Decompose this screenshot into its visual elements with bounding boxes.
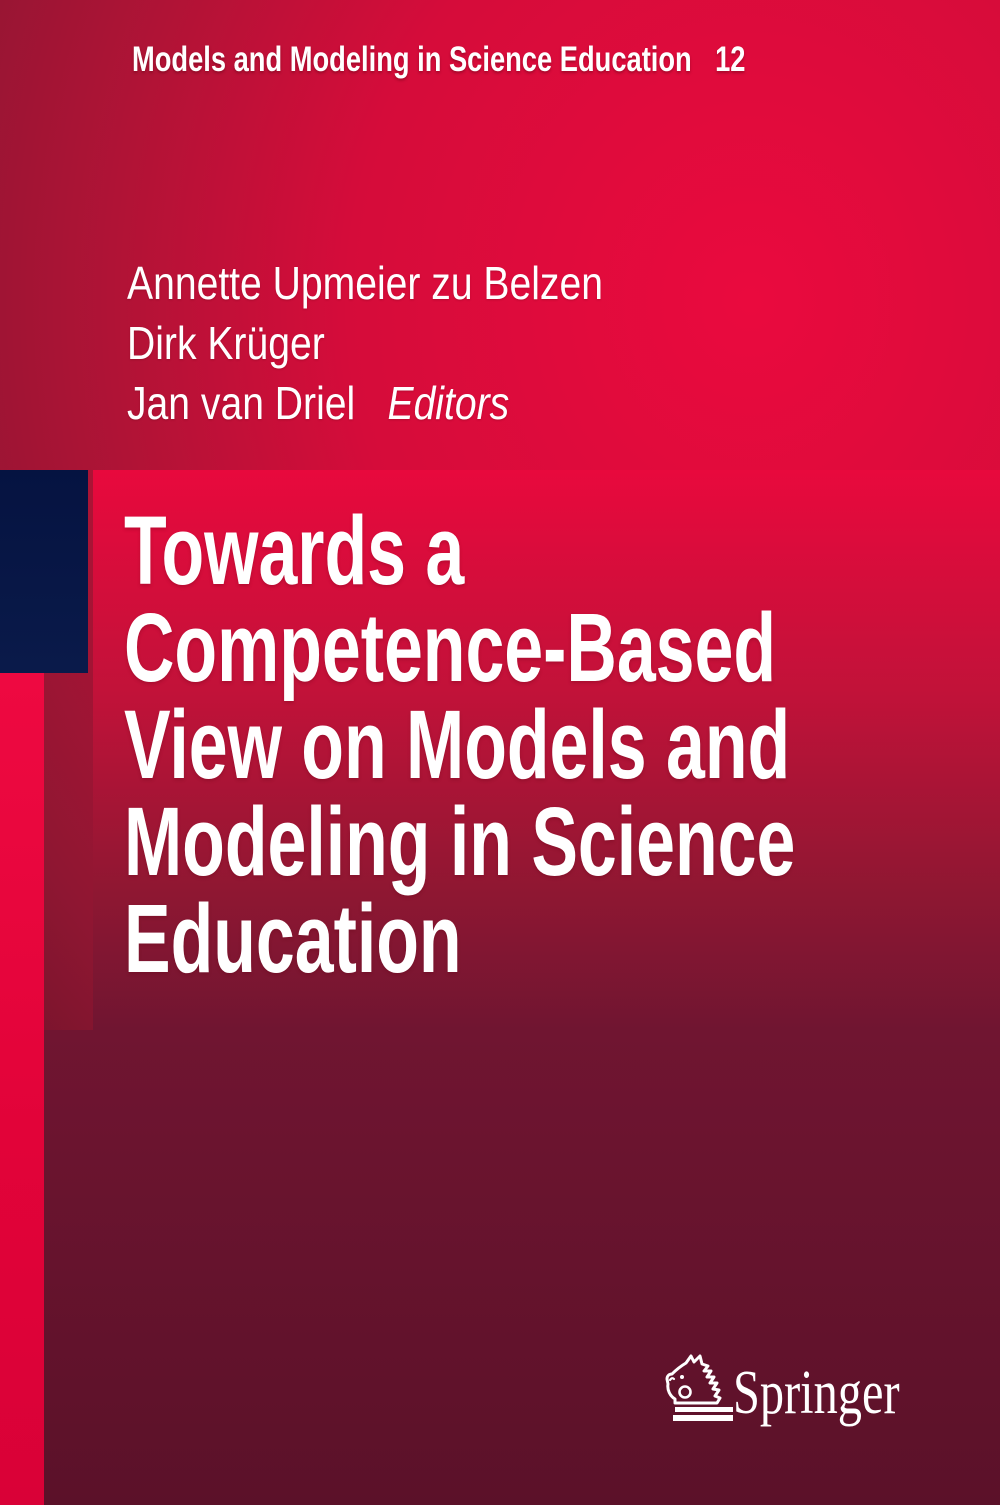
publisher-wordmark: Springer — [733, 1359, 900, 1427]
book-title-line: Modeling in Science — [124, 787, 796, 896]
editors-role-label: Editors — [387, 377, 510, 429]
editor-name-row — [127, 373, 603, 433]
series-volume: 12 — [715, 40, 746, 79]
editor-name: Dirk Krüger — [127, 317, 325, 369]
editors-block — [127, 253, 603, 433]
navy-accent-block — [0, 470, 88, 673]
book-title-line: Education — [124, 884, 462, 993]
book-title-line: Competence-Based — [124, 593, 777, 702]
series-title: Models and Modeling in Science Education — [132, 40, 692, 79]
book-title — [124, 496, 796, 993]
book-title-line: View on Models and — [124, 690, 791, 799]
editor-name: Annette Upmeier zu Belzen — [127, 257, 603, 309]
editor-name: Jan van Driel — [127, 377, 356, 429]
publisher-logo — [663, 1353, 973, 1438]
springer-horse-icon — [663, 1353, 735, 1423]
series-line — [132, 42, 745, 77]
crimson-left-strip — [0, 673, 44, 1505]
book-title-line: Towards a — [124, 496, 465, 605]
